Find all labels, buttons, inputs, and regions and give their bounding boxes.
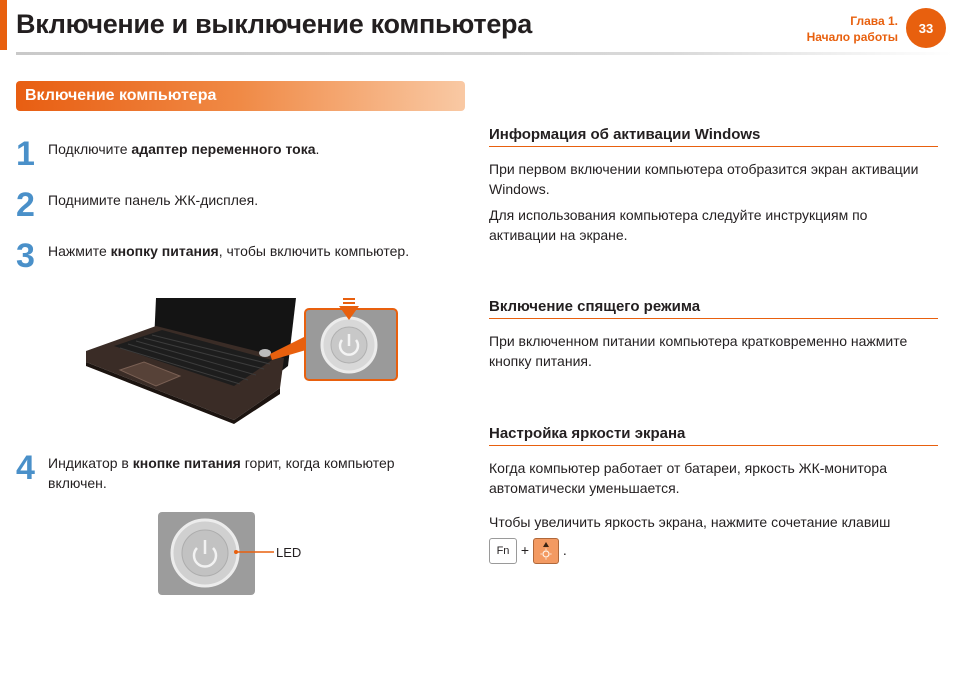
step-number: 4 (16, 449, 35, 487)
brightness-heading: Настройка яркости экрана (489, 425, 938, 446)
step-text-part: Индикатор в (48, 455, 133, 471)
header-divider (16, 52, 952, 55)
step-text-emphasis: кнопку питания (110, 243, 219, 259)
step-text (48, 139, 319, 159)
step-1 (16, 136, 466, 176)
chapter-label (807, 13, 898, 45)
section-heading-bar (16, 81, 465, 111)
plus-sign: + (520, 542, 530, 558)
fn-key: Fn (489, 538, 517, 564)
section-heading: Включение компьютера (25, 87, 217, 104)
step-text-part: горит, когда компьютер включен. (48, 455, 395, 491)
step-text (48, 241, 409, 261)
activation-heading: Информация об активации Windows (489, 126, 938, 147)
step-text-part: , чтобы включить компьютер. (218, 243, 410, 259)
step-number: 2 (16, 186, 35, 224)
chapter-name: Начало работы (806, 30, 898, 44)
page-title: Включение и выключение компьютера (16, 9, 532, 39)
step-3 (16, 238, 466, 278)
activation-paragraph-1: При первом включении компьютера отобразится экран активации Windows. (489, 161, 919, 197)
brightness-paragraph-1: Когда компьютер работает от батареи, яркость ЖК-монитора автоматически уменьшается. (489, 460, 887, 496)
step-4 (16, 450, 466, 500)
brightness-paragraph-2: Чтобы увеличить яркость экрана, нажмите сочетание клавиш (489, 514, 891, 530)
step-number: 1 (16, 135, 35, 173)
sleep-paragraph: При включенном питании компьютера кратковременно нажмите кнопку питания. (489, 333, 908, 369)
step-text-part: . (315, 141, 320, 157)
step-text (48, 453, 448, 493)
brightness-shortcut (489, 536, 938, 564)
step-2 (16, 187, 466, 227)
step-text-part: Подключите (48, 141, 132, 157)
brightness-up-key (533, 538, 559, 564)
brightness-up-icon (534, 539, 558, 563)
led-pointer-dot (234, 550, 238, 554)
chapter-number: Глава 1. (850, 14, 898, 28)
laptop-illustration (84, 296, 400, 424)
power-button-small (259, 349, 271, 357)
page-number-badge: 33 (906, 8, 946, 48)
step-text-emphasis: адаптер переменного тока (131, 141, 316, 157)
step-text-emphasis: кнопке питания (132, 455, 241, 471)
step-text-part: Нажмите (48, 243, 111, 259)
shortcut-period: . (562, 542, 567, 558)
sleep-heading: Включение спящего режима (489, 298, 938, 319)
led-illustration (158, 512, 276, 596)
activation-paragraph-2: Для использования компьютера следуйте инструкциям по активации на экране. (489, 207, 868, 243)
led-label: LED (276, 545, 302, 560)
step-text: Поднимите панель ЖК-дисплея. (48, 192, 259, 208)
header-accent-bar (0, 0, 7, 50)
step-number: 3 (16, 237, 35, 275)
